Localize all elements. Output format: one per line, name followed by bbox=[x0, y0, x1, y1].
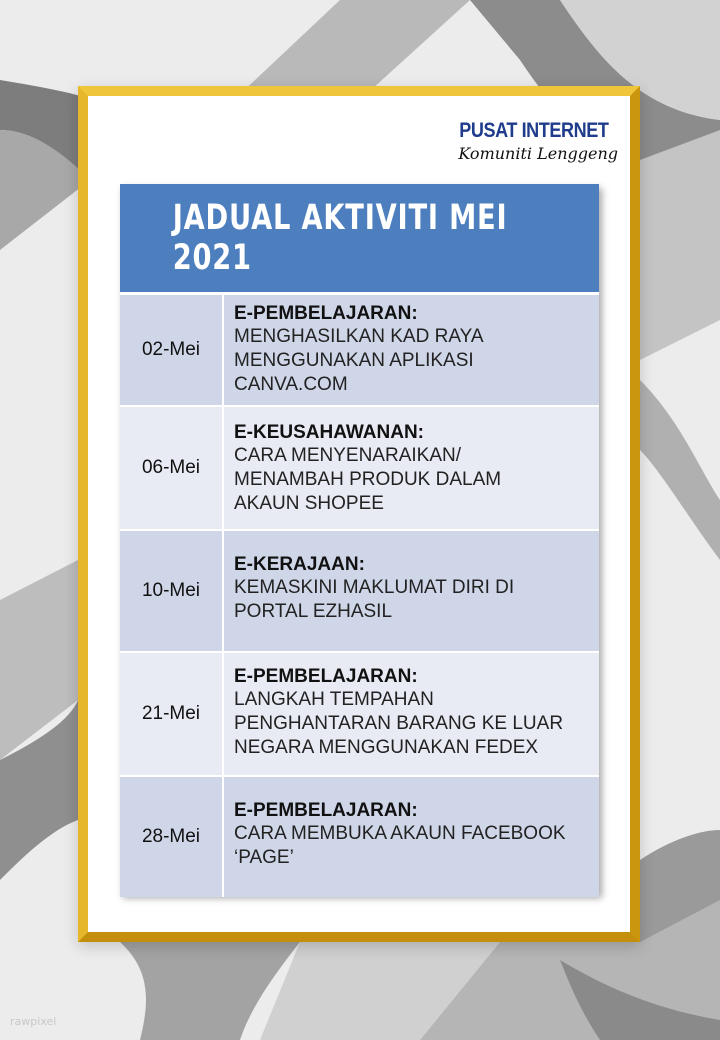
row-description: CARA MENYENARAIKAN/ MENAMBAH PRODUK DALAM AKAUN SHOPEE bbox=[234, 445, 502, 514]
table-row bbox=[120, 653, 599, 777]
table-row bbox=[120, 407, 599, 531]
row-details bbox=[224, 653, 599, 775]
row-category: E-KERAJAAN: bbox=[234, 554, 365, 575]
row-details bbox=[224, 407, 599, 529]
row-date: 10-Mei bbox=[120, 531, 224, 651]
row-details bbox=[224, 295, 599, 405]
brand-logo bbox=[435, 119, 618, 164]
row-description: MENGHASILKAN KAD RAYA MENGGUNAKAN APLIKASI CANVA.COM bbox=[234, 326, 484, 395]
schedule-table bbox=[120, 184, 599, 894]
row-description: KEMASKINI MAKLUMAT DIRI DI PORTAL EZHASIL bbox=[234, 577, 515, 622]
row-category: E-PEMBELAJARAN: bbox=[234, 303, 418, 324]
row-date: 28-Mei bbox=[120, 777, 224, 897]
row-category: E-PEMBELAJARAN: bbox=[234, 666, 418, 687]
schedule-title: JADUAL AKTIVITI MEI 2021 bbox=[172, 198, 508, 278]
row-category: E-KEUSAHAWANAN: bbox=[234, 422, 424, 443]
table-row bbox=[120, 295, 599, 407]
row-details bbox=[224, 777, 599, 897]
row-description: LANGKAH TEMPAHAN PENGHANTARAN BARANG KE LUAR NEGARA MENGGUNAKAN FEDEX bbox=[234, 689, 564, 758]
row-description: CARA MEMBUKA AKAUN FACEBOOK ‘PAGE’ bbox=[234, 823, 566, 868]
row-date: 21-Mei bbox=[120, 653, 224, 775]
row-details bbox=[224, 531, 599, 651]
brand-title: PUSAT INTERNET bbox=[458, 119, 608, 142]
watermark: rawpixel bbox=[10, 1015, 57, 1028]
table-row bbox=[120, 777, 599, 897]
row-date: 02-Mei bbox=[120, 295, 224, 405]
table-row bbox=[120, 531, 599, 653]
title-bar bbox=[120, 184, 599, 295]
brand-subtitle: Komuniti Lenggeng bbox=[458, 144, 618, 163]
row-date: 06-Mei bbox=[120, 407, 224, 529]
row-category: E-PEMBELAJARAN: bbox=[234, 800, 418, 821]
